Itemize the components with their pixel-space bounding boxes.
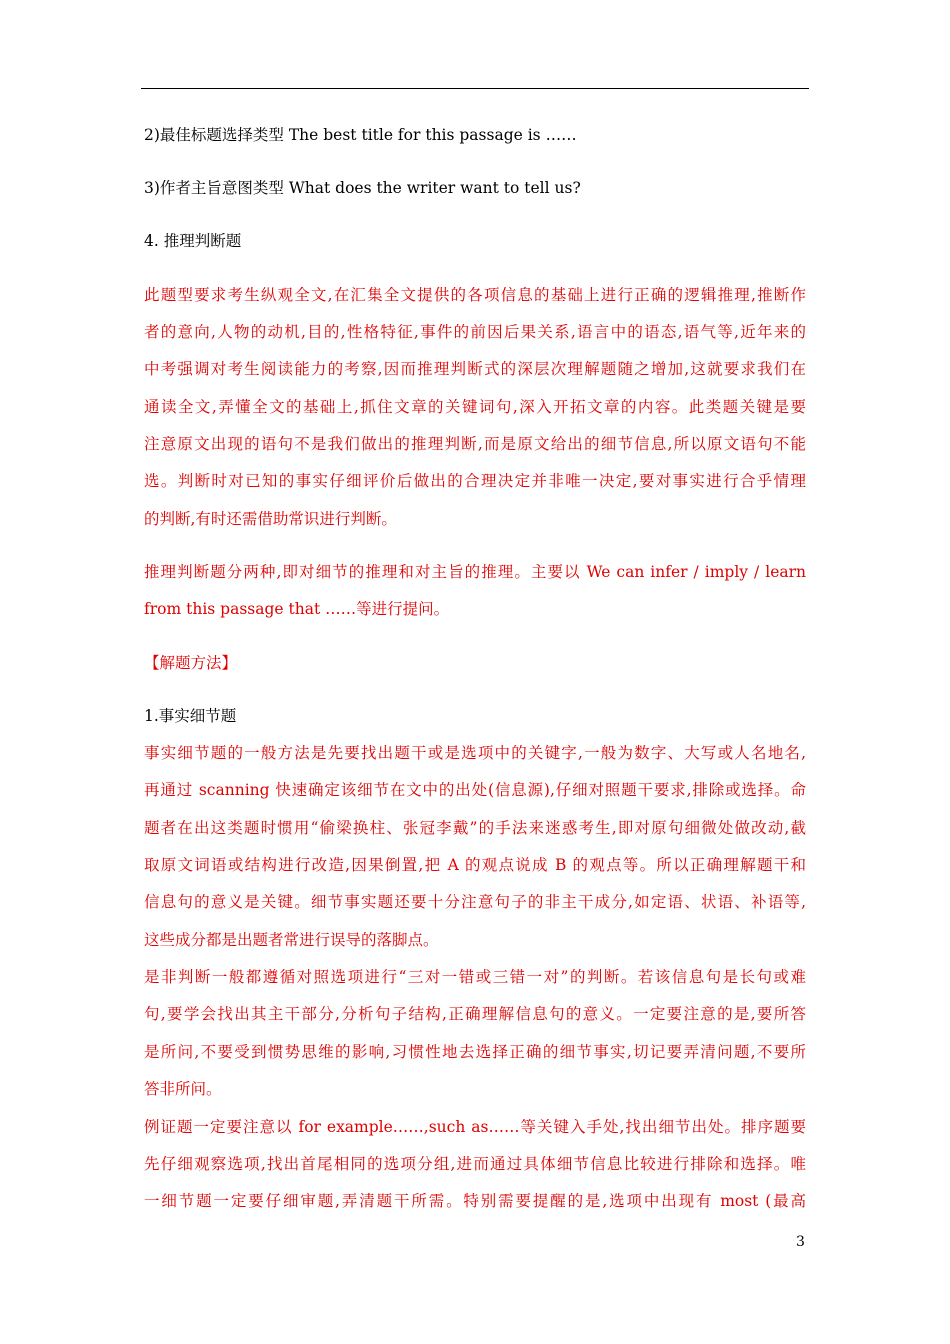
method1-para3-line: 例证题一定要注意以 for example……,such as……等关键入手处,找出细节出处。排序题要 — [144, 1118, 806, 1136]
header-rule — [141, 88, 809, 89]
method-fact-detail-heading: 1.事实细节题 — [144, 707, 237, 725]
inference-para1-line: 选。判断时对已知的事实仔细评价后做出的合理决定并非唯一决定,要对事实进行合乎情理 — [144, 472, 806, 490]
question-type-writer-intent: 3)作者主旨意图类型 What does the writer want to tell us? — [144, 179, 581, 197]
inference-para2-line: from this passage that ……等进行提问。 — [144, 600, 450, 618]
inference-para1-line: 此题型要求考生纵观全文,在汇集全文提供的各项信息的基础上进行正确的逻辑推理,推断作 — [144, 286, 806, 304]
method1-para2-line: 句,要学会找出其主干部分,分析句子结构,正确理解信息句的意义。一定要注意的是,要所答 — [144, 1005, 806, 1023]
inference-para2-line: 推理判断题分两种,即对细节的推理和对主旨的推理。主要以 We can infer / imply / learn — [144, 563, 806, 581]
inference-para1-line: 的判断,有时还需借助常识进行判断。 — [144, 510, 397, 528]
section-heading-inference: 4. 推理判断题 — [144, 232, 242, 250]
method1-para3-line: 一细节题一定要仔细审题,弄清题干所需。特别需要提醒的是,选项中出现有 most (最高 — [144, 1192, 806, 1210]
inference-para1-line: 注意原文出现的语句不是我们做出的推理判断,而是原文给出的细节信息,所以原文语句不能 — [144, 435, 806, 453]
method1-para2-line: 答非所问。 — [144, 1080, 222, 1098]
method1-para2-line: 是非判断一般都遵循对照选项进行“三对一错或三错一对”的判断。若该信息句是长句或难 — [144, 968, 806, 986]
question-type-best-title: 2)最佳标题选择类型 The best title for this passage is …… — [144, 126, 577, 144]
method1-para1-line: 题者在出这类题时惯用“偷梁换柱、张冠李戴”的手法来迷惑考生,即对原句细微处做改动,截 — [144, 819, 806, 837]
page-number: 3 — [796, 1234, 805, 1250]
inference-para1-line: 者的意向,人物的动机,目的,性格特征,事件的前因后果关系,语言中的语态,语气等,近年来的 — [144, 323, 806, 341]
method1-para2-line: 是所问,不要受到惯势思维的影响,习惯性地去选择正确的细节事实,切记要弄清问题,不要所 — [144, 1043, 806, 1061]
method1-para1-line: 事实细节题的一般方法是先要找出题干或是选项中的关键字,一般为数字、大写或人名地名, — [144, 744, 806, 762]
method1-para1-line: 取原文词语或结构进行改造,因果倒置,把 A 的观点说成 B 的观点等。所以正确理解题干和 — [144, 856, 806, 874]
inference-para1-line: 中考强调对考生阅读能力的考察,因而推理判断式的深层次理解题随之增加,这就要求我们在 — [144, 360, 806, 378]
method1-para1-line: 信息句的意义是关键。细节事实题还要十分注意句子的非主干成分,如定语、状语、补语等, — [144, 893, 806, 911]
method-heading: 【解题方法】 — [144, 654, 238, 672]
method1-para3-line: 先仔细观察选项,找出首尾相同的选项分组,进而通过具体细节信息比较进行排除和选择。唯 — [144, 1155, 806, 1173]
method1-para1-line: 再通过 scanning 快速确定该细节在文中的出处(信息源),仔细对照题干要求,排除或选择。命 — [144, 781, 806, 799]
method1-para1-line: 这些成分都是出题者常进行误导的落脚点。 — [144, 931, 439, 949]
inference-para1-line: 通读全文,弄懂全文的基础上,抓住文章的关键词句,深入开拓文章的内容。此类题关键是要 — [144, 398, 806, 416]
